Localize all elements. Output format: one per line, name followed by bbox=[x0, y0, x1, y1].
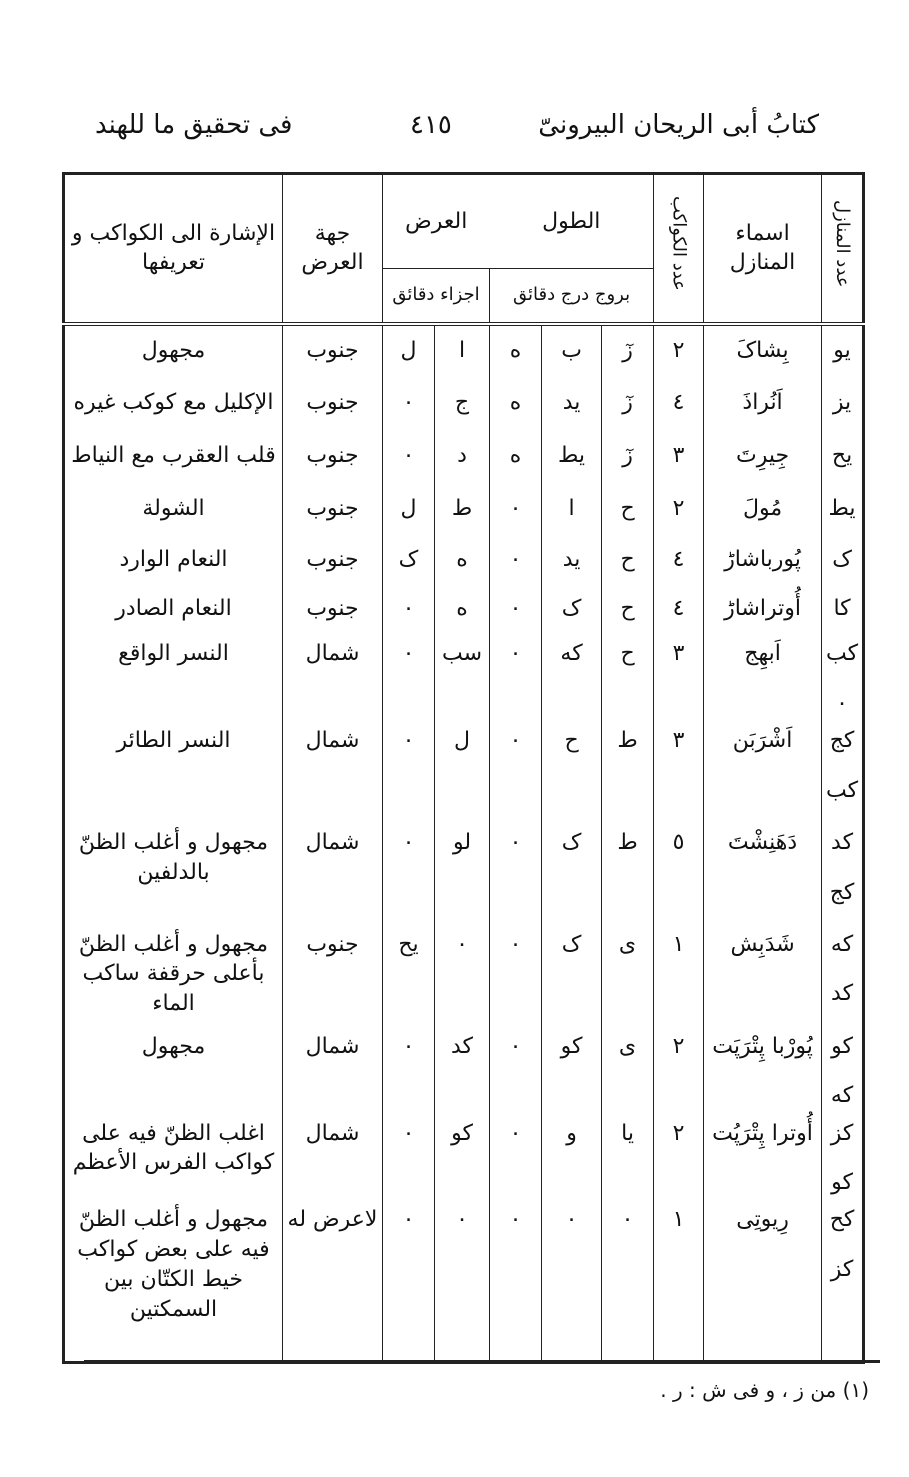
table-row bbox=[64, 720, 864, 822]
star-count: ٤ bbox=[654, 584, 704, 633]
star-count: ٤ bbox=[654, 376, 704, 429]
latitude-minutes: ٠ bbox=[383, 1113, 435, 1200]
star-identification: اغلب الظنّ فيه على كواكب الفرس الأعظم bbox=[64, 1113, 283, 1200]
longitude-signs: ح bbox=[602, 535, 654, 584]
table-row bbox=[64, 376, 864, 429]
mansion-number bbox=[822, 584, 864, 633]
latitude-minutes: ٠ bbox=[383, 720, 435, 822]
latitude-minutes: ٠ bbox=[383, 429, 435, 482]
longitude-degrees: يد bbox=[542, 376, 602, 429]
mansion-number-primary: يط bbox=[828, 495, 856, 521]
mansion-number bbox=[822, 429, 864, 482]
mansion-name: بِشاکَ bbox=[704, 324, 822, 377]
latitude-direction: لاعرض له bbox=[283, 1199, 383, 1362]
table-row bbox=[64, 429, 864, 482]
longitude-degrees: و bbox=[542, 1113, 602, 1200]
mansion-number bbox=[822, 633, 864, 720]
mansion-number bbox=[822, 720, 864, 822]
longitude-minutes: ٠ bbox=[490, 584, 542, 633]
star-count: ١ bbox=[654, 924, 704, 1026]
longitude-minutes: ٠ bbox=[490, 924, 542, 1026]
star-count: ٥ bbox=[654, 822, 704, 924]
star-identification: الشولة bbox=[64, 482, 283, 535]
latitude-minutes: يح bbox=[383, 924, 435, 1026]
col-header-names: اسماء المنازل bbox=[704, 174, 822, 324]
latitude-degrees: ه bbox=[435, 584, 490, 633]
mansion-number-primary: يو bbox=[833, 338, 851, 364]
mansion-number-secondary: که bbox=[830, 1083, 854, 1109]
latitude-minutes: ٠ bbox=[383, 1199, 435, 1362]
latitude-degrees: ٠ bbox=[435, 924, 490, 1026]
star-identification: النسر الواقع bbox=[64, 633, 283, 720]
mansion-number-primary: کد bbox=[831, 829, 854, 855]
star-identification: مجهول و أغلب الظنّ بالدلفين bbox=[64, 822, 283, 924]
table-row bbox=[64, 924, 864, 1026]
latitude-minutes: ک bbox=[383, 535, 435, 584]
longitude-minutes: ه bbox=[490, 429, 542, 482]
longitude-signs: ى bbox=[602, 1026, 654, 1113]
mansion-name: شَدَبِش bbox=[704, 924, 822, 1026]
latitude-degrees: ل bbox=[435, 720, 490, 822]
longitude-degrees: ک bbox=[542, 924, 602, 1026]
longitude-degrees: يط bbox=[542, 429, 602, 482]
star-identification: الإكليل مع كوكب غيره bbox=[64, 376, 283, 429]
mansion-number bbox=[822, 1113, 864, 1200]
star-identification: النعام الصادر bbox=[64, 584, 283, 633]
col-header-ishara: الإشارة الى الكواكب و تعريفها bbox=[64, 174, 283, 324]
mansion-number-secondary: کب bbox=[826, 777, 859, 803]
latitude-minutes: ل bbox=[383, 324, 435, 377]
star-identification: النسر الطائر bbox=[64, 720, 283, 822]
latitude-degrees: سب bbox=[435, 633, 490, 720]
latitude-degrees: ا bbox=[435, 324, 490, 377]
latitude-degrees: د bbox=[435, 429, 490, 482]
bottom-rule bbox=[84, 1360, 880, 1363]
longitude-degrees: يد bbox=[542, 535, 602, 584]
longitude-signs: زٓ bbox=[602, 324, 654, 377]
table-row bbox=[64, 584, 864, 633]
mansion-number-secondary: کد bbox=[831, 981, 854, 1007]
mansion-name: پُورْبا پِتْرَپَت bbox=[704, 1026, 822, 1113]
star-identification: مجهول و أغلب الظنّ فيه على بعض كواكب خيط الكتّان بين السمكتين bbox=[64, 1199, 283, 1362]
mansion-name: جِيرِتَ bbox=[704, 429, 822, 482]
star-count: ٢ bbox=[654, 1113, 704, 1200]
latitude-direction: جنوب bbox=[283, 924, 383, 1026]
latitude-direction: جنوب bbox=[283, 376, 383, 429]
longitude-minutes: ٠ bbox=[490, 822, 542, 924]
col-header-ard: العرض bbox=[383, 174, 490, 269]
longitude-signs: زٓ bbox=[602, 376, 654, 429]
latitude-minutes: ٠ bbox=[383, 822, 435, 924]
longitude-minutes: ٠ bbox=[490, 1199, 542, 1362]
mansion-number-primary: ک bbox=[832, 546, 852, 572]
lunar-mansions-table bbox=[62, 172, 865, 1364]
latitude-degrees: ٠ bbox=[435, 1199, 490, 1362]
col-header-count: عدد الكواكب bbox=[654, 174, 704, 324]
star-identification: مجهول bbox=[64, 1026, 283, 1113]
longitude-minutes: ٠ bbox=[490, 535, 542, 584]
longitude-signs: ح bbox=[602, 584, 654, 633]
table-row bbox=[64, 324, 864, 377]
longitude-minutes: ٠ bbox=[490, 1113, 542, 1200]
running-subtitle: فى تحقيق ما للهند bbox=[95, 110, 293, 140]
longitude-signs: ح bbox=[602, 482, 654, 535]
mansion-number bbox=[822, 1026, 864, 1113]
mansion-number bbox=[822, 376, 864, 429]
latitude-minutes: ل bbox=[383, 482, 435, 535]
longitude-degrees: که bbox=[542, 633, 602, 720]
star-count: ١ bbox=[654, 1199, 704, 1362]
mansion-name: پُورباشاڑ bbox=[704, 535, 822, 584]
latitude-direction: شمال bbox=[283, 1113, 383, 1200]
star-count: ٤ bbox=[654, 535, 704, 584]
longitude-minutes: ٠ bbox=[490, 633, 542, 720]
mansion-number-primary: کز bbox=[830, 1120, 854, 1146]
latitude-direction: شمال bbox=[283, 1026, 383, 1113]
latitude-minutes: ٠ bbox=[383, 1026, 435, 1113]
star-identification: مجهول bbox=[64, 324, 283, 377]
latitude-degrees: ه bbox=[435, 535, 490, 584]
mansion-number-primary: کب bbox=[826, 641, 859, 667]
mansion-number-primary: که bbox=[830, 931, 854, 957]
mansion-number bbox=[822, 924, 864, 1026]
mansion-number-secondary: کج bbox=[829, 879, 855, 905]
table-row bbox=[64, 822, 864, 924]
mansion-number bbox=[822, 482, 864, 535]
star-identification: مجهول و أغلب الظنّ بأعلى حرقفة ساكب الماء bbox=[64, 924, 283, 1026]
latitude-direction: جنوب bbox=[283, 324, 383, 377]
latitude-direction: جنوب bbox=[283, 429, 383, 482]
mansion-number-primary: کح bbox=[829, 1207, 855, 1233]
latitude-degrees: کو bbox=[435, 1113, 490, 1200]
table-row bbox=[64, 1026, 864, 1113]
longitude-degrees: کو bbox=[542, 1026, 602, 1113]
longitude-minutes: ه bbox=[490, 324, 542, 377]
mansion-number bbox=[822, 535, 864, 584]
mansion-number-primary: يز bbox=[832, 390, 852, 416]
col-subheader-ard: اجزاء دقائق bbox=[383, 269, 490, 324]
longitude-signs: ط bbox=[602, 720, 654, 822]
longitude-degrees: ب bbox=[542, 324, 602, 377]
star-identification: النعام الوارد bbox=[64, 535, 283, 584]
mansion-number bbox=[822, 324, 864, 377]
star-count: ٣ bbox=[654, 633, 704, 720]
longitude-minutes: ه bbox=[490, 376, 542, 429]
longitude-degrees: ا bbox=[542, 482, 602, 535]
longitude-signs: يا bbox=[602, 1113, 654, 1200]
table-row bbox=[64, 633, 864, 720]
latitude-minutes: ٠ bbox=[383, 633, 435, 720]
table-row bbox=[64, 1113, 864, 1200]
mansion-number-secondary: کو bbox=[831, 1170, 853, 1196]
latitude-degrees: ط bbox=[435, 482, 490, 535]
mansion-name: رِيوتِى bbox=[704, 1199, 822, 1362]
table-row bbox=[64, 1199, 864, 1362]
col-subheader-tul: بروج درج دقائق bbox=[490, 269, 654, 324]
mansion-number-primary: کج bbox=[829, 728, 855, 754]
latitude-minutes: ٠ bbox=[383, 376, 435, 429]
longitude-minutes: ٠ bbox=[490, 1026, 542, 1113]
longitude-signs: ٠ bbox=[602, 1199, 654, 1362]
star-count: ٣ bbox=[654, 429, 704, 482]
latitude-degrees: لو bbox=[435, 822, 490, 924]
latitude-direction: شمال bbox=[283, 720, 383, 822]
latitude-direction: جنوب bbox=[283, 535, 383, 584]
latitude-degrees: ج bbox=[435, 376, 490, 429]
col-header-manzil-no: عدد المنازل bbox=[822, 174, 864, 324]
mansion-name: اَنُراذَ bbox=[704, 376, 822, 429]
col-header-tul: الطول bbox=[490, 174, 654, 269]
latitude-minutes: ٠ bbox=[383, 584, 435, 633]
longitude-signs: زٓ bbox=[602, 429, 654, 482]
mansion-name: دَهَنِشْتَ bbox=[704, 822, 822, 924]
longitude-signs: ح bbox=[602, 633, 654, 720]
col-header-jiha: جهة العرض bbox=[283, 174, 383, 324]
running-title: كتابُ أبى الريحان البيرونىّ bbox=[538, 110, 819, 140]
longitude-degrees: ح bbox=[542, 720, 602, 822]
longitude-degrees: ک bbox=[542, 584, 602, 633]
latitude-direction: شمال bbox=[283, 633, 383, 720]
longitude-minutes: ٠ bbox=[490, 720, 542, 822]
latitude-direction: شمال bbox=[283, 822, 383, 924]
longitude-degrees: ک bbox=[542, 822, 602, 924]
longitude-minutes: ٠ bbox=[490, 482, 542, 535]
mansion-number-primary: يح bbox=[831, 443, 853, 469]
star-identification: قلب العقرب مع النياط bbox=[64, 429, 283, 482]
table-row bbox=[64, 535, 864, 584]
page-number: ٤١٥ bbox=[410, 110, 452, 140]
longitude-degrees: ٠ bbox=[542, 1199, 602, 1362]
mansion-number-secondary: ٠ bbox=[836, 690, 848, 716]
star-count: ٢ bbox=[654, 1026, 704, 1113]
mansion-number-secondary: کز bbox=[830, 1257, 854, 1283]
mansion-name: اَشْرَبَن bbox=[704, 720, 822, 822]
star-count: ٢ bbox=[654, 324, 704, 377]
star-count: ٢ bbox=[654, 482, 704, 535]
mansion-number-primary: کا bbox=[833, 595, 851, 621]
star-count: ٣ bbox=[654, 720, 704, 822]
latitude-direction: جنوب bbox=[283, 584, 383, 633]
mansion-name: أُوتراشاڑ bbox=[704, 584, 822, 633]
mansion-number bbox=[822, 822, 864, 924]
latitude-degrees: کد bbox=[435, 1026, 490, 1113]
mansion-name: اَبهِج bbox=[704, 633, 822, 720]
table-row bbox=[64, 482, 864, 535]
latitude-direction: جنوب bbox=[283, 482, 383, 535]
mansion-name: مُولَ bbox=[704, 482, 822, 535]
longitude-signs: ط bbox=[602, 822, 654, 924]
mansion-number-primary: کو bbox=[831, 1033, 853, 1059]
longitude-signs: ى bbox=[602, 924, 654, 1026]
mansion-name: أُوترا پِتْرَپُت bbox=[704, 1113, 822, 1200]
mansion-number bbox=[822, 1199, 864, 1362]
footnote: (١) من ز ، و فى ش : ر . bbox=[660, 1378, 869, 1402]
